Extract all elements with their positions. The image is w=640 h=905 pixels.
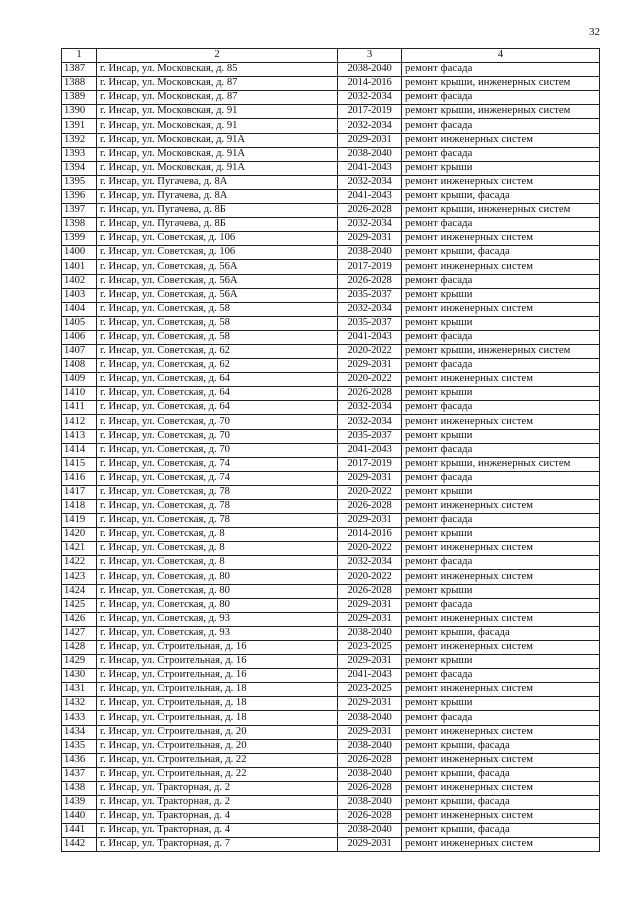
cell-repair-type: ремонт крыши, фасада <box>402 824 600 838</box>
cell-row-number: 1394 <box>62 161 97 175</box>
cell-address: г. Инсар, ул. Советская, д. 106 <box>97 246 338 260</box>
cell-address: г. Инсар, ул. Тракторная, д. 2 <box>97 795 338 809</box>
cell-row-number: 1410 <box>62 387 97 401</box>
table-row <box>62 640 600 654</box>
cell-row-number: 1406 <box>62 330 97 344</box>
table-row <box>62 824 600 838</box>
cell-repair-type: ремонт фасада <box>402 147 600 161</box>
cell-period: 2038-2040 <box>338 824 402 838</box>
cell-period: 2014-2016 <box>338 77 402 91</box>
table-body <box>62 63 600 852</box>
cell-row-number: 1408 <box>62 359 97 373</box>
cell-repair-type: ремонт инженерных систем <box>402 542 600 556</box>
cell-repair-type: ремонт инженерных систем <box>402 725 600 739</box>
table-row <box>62 697 600 711</box>
cell-period: 2023-2025 <box>338 640 402 654</box>
cell-repair-type: ремонт инженерных систем <box>402 175 600 189</box>
table-row <box>62 246 600 260</box>
cell-repair-type: ремонт фасада <box>402 330 600 344</box>
column-header-1: 1 <box>62 49 97 63</box>
cell-period: 2029-2031 <box>338 612 402 626</box>
cell-period: 2038-2040 <box>338 767 402 781</box>
cell-repair-type: ремонт фасада <box>402 598 600 612</box>
cell-row-number: 1431 <box>62 683 97 697</box>
cell-address: г. Инсар, ул. Советская, д. 64 <box>97 401 338 415</box>
table-row <box>62 63 600 77</box>
cell-row-number: 1419 <box>62 514 97 528</box>
cell-repair-type: ремонт инженерных систем <box>402 838 600 852</box>
cell-repair-type: ремонт крыши, инженерных систем <box>402 457 600 471</box>
cell-row-number: 1434 <box>62 725 97 739</box>
table-row <box>62 387 600 401</box>
cell-row-number: 1392 <box>62 133 97 147</box>
cell-row-number: 1414 <box>62 443 97 457</box>
cell-address: г. Инсар, ул. Строительная, д. 18 <box>97 711 338 725</box>
cell-repair-type: ремонт фасада <box>402 218 600 232</box>
cell-row-number: 1388 <box>62 77 97 91</box>
cell-period: 2017-2019 <box>338 105 402 119</box>
cell-repair-type: ремонт крыши, инженерных систем <box>402 105 600 119</box>
cell-row-number: 1399 <box>62 232 97 246</box>
table-row <box>62 401 600 415</box>
cell-repair-type: ремонт инженерных систем <box>402 640 600 654</box>
table-row <box>62 683 600 697</box>
cell-row-number: 1436 <box>62 753 97 767</box>
table-row <box>62 147 600 161</box>
table-row <box>62 119 600 133</box>
table-row <box>62 359 600 373</box>
cell-address: г. Инсар, ул. Строительная, д. 16 <box>97 669 338 683</box>
table-row <box>62 274 600 288</box>
cell-period: 2029-2031 <box>338 655 402 669</box>
cell-row-number: 1441 <box>62 824 97 838</box>
cell-row-number: 1430 <box>62 669 97 683</box>
repair-schedule-table <box>61 48 600 852</box>
table-row <box>62 91 600 105</box>
cell-address: г. Инсар, ул. Советская, д. 70 <box>97 429 338 443</box>
cell-address: г. Инсар, ул. Советская, д. 8 <box>97 542 338 556</box>
cell-address: г. Инсар, ул. Советская, д. 80 <box>97 598 338 612</box>
table-row <box>62 415 600 429</box>
cell-period: 2038-2040 <box>338 626 402 640</box>
cell-period: 2029-2031 <box>338 232 402 246</box>
cell-address: г. Инсар, ул. Советская, д. 56А <box>97 288 338 302</box>
cell-address: г. Инсар, ул. Строительная, д. 16 <box>97 655 338 669</box>
cell-repair-type: ремонт инженерных систем <box>402 260 600 274</box>
cell-address: г. Инсар, ул. Тракторная, д. 4 <box>97 824 338 838</box>
cell-row-number: 1438 <box>62 781 97 795</box>
cell-repair-type: ремонт инженерных систем <box>402 373 600 387</box>
cell-address: г. Инсар, ул. Строительная, д. 16 <box>97 640 338 654</box>
cell-row-number: 1426 <box>62 612 97 626</box>
cell-period: 2029-2031 <box>338 514 402 528</box>
cell-period: 2038-2040 <box>338 795 402 809</box>
table-row <box>62 655 600 669</box>
table-row <box>62 781 600 795</box>
cell-row-number: 1412 <box>62 415 97 429</box>
table-row <box>62 457 600 471</box>
cell-address: г. Инсар, ул. Советская, д. 78 <box>97 500 338 514</box>
table-row <box>62 316 600 330</box>
cell-repair-type: ремонт фасада <box>402 274 600 288</box>
cell-repair-type: ремонт инженерных систем <box>402 415 600 429</box>
cell-period: 2020-2022 <box>338 344 402 358</box>
cell-repair-type: ремонт фасада <box>402 63 600 77</box>
cell-row-number: 1427 <box>62 626 97 640</box>
cell-repair-type: ремонт крыши, фасада <box>402 767 600 781</box>
table-row <box>62 288 600 302</box>
cell-period: 2029-2031 <box>338 359 402 373</box>
cell-row-number: 1440 <box>62 810 97 824</box>
cell-period: 2035-2037 <box>338 288 402 302</box>
table-row <box>62 542 600 556</box>
cell-address: г. Инсар, ул. Советская, д. 58 <box>97 302 338 316</box>
cell-address: г. Инсар, ул. Московская, д. 91А <box>97 161 338 175</box>
cell-repair-type: ремонт инженерных систем <box>402 133 600 147</box>
cell-period: 2038-2040 <box>338 739 402 753</box>
cell-row-number: 1423 <box>62 570 97 584</box>
cell-repair-type: ремонт крыши <box>402 655 600 669</box>
cell-address: г. Инсар, ул. Советская, д. 64 <box>97 373 338 387</box>
cell-address: г. Инсар, ул. Тракторная, д. 4 <box>97 810 338 824</box>
cell-address: г. Инсар, ул. Пугачева, д. 8А <box>97 175 338 189</box>
cell-row-number: 1403 <box>62 288 97 302</box>
cell-row-number: 1425 <box>62 598 97 612</box>
cell-repair-type: ремонт крыши, фасада <box>402 189 600 203</box>
column-header-3: 3 <box>338 49 402 63</box>
cell-row-number: 1416 <box>62 471 97 485</box>
cell-repair-type: ремонт крыши <box>402 161 600 175</box>
cell-repair-type: ремонт фасада <box>402 119 600 133</box>
table-row <box>62 330 600 344</box>
cell-address: г. Инсар, ул. Строительная, д. 20 <box>97 739 338 753</box>
table-row <box>62 598 600 612</box>
cell-period: 2023-2025 <box>338 683 402 697</box>
cell-repair-type: ремонт крыши <box>402 316 600 330</box>
cell-repair-type: ремонт инженерных систем <box>402 683 600 697</box>
cell-address: г. Инсар, ул. Советская, д. 58 <box>97 316 338 330</box>
cell-address: г. Инсар, ул. Советская, д. 64 <box>97 387 338 401</box>
cell-repair-type: ремонт крыши, фасада <box>402 246 600 260</box>
cell-row-number: 1407 <box>62 344 97 358</box>
cell-period: 2020-2022 <box>338 485 402 499</box>
cell-row-number: 1424 <box>62 584 97 598</box>
cell-repair-type: ремонт инженерных систем <box>402 781 600 795</box>
cell-row-number: 1402 <box>62 274 97 288</box>
table-row <box>62 626 600 640</box>
cell-address: г. Инсар, ул. Советская, д. 80 <box>97 584 338 598</box>
table-row <box>62 753 600 767</box>
cell-period: 2029-2031 <box>338 697 402 711</box>
cell-period: 2026-2028 <box>338 500 402 514</box>
cell-address: г. Инсар, ул. Советская, д. 78 <box>97 514 338 528</box>
cell-repair-type: ремонт крыши <box>402 429 600 443</box>
cell-repair-type: ремонт инженерных систем <box>402 570 600 584</box>
cell-repair-type: ремонт фасада <box>402 401 600 415</box>
cell-row-number: 1415 <box>62 457 97 471</box>
cell-repair-type: ремонт крыши, инженерных систем <box>402 77 600 91</box>
cell-row-number: 1387 <box>62 63 97 77</box>
cell-address: г. Инсар, ул. Советская, д. 70 <box>97 415 338 429</box>
cell-period: 2041-2043 <box>338 189 402 203</box>
cell-address: г. Инсар, ул. Советская, д. 93 <box>97 612 338 626</box>
table-row <box>62 528 600 542</box>
cell-period: 2029-2031 <box>338 838 402 852</box>
cell-repair-type: ремонт крыши <box>402 288 600 302</box>
table-row <box>62 105 600 119</box>
cell-period: 2041-2043 <box>338 443 402 457</box>
cell-period: 2041-2043 <box>338 330 402 344</box>
cell-period: 2020-2022 <box>338 542 402 556</box>
cell-row-number: 1432 <box>62 697 97 711</box>
cell-period: 2032-2034 <box>338 556 402 570</box>
table-row <box>62 669 600 683</box>
cell-period: 2020-2022 <box>338 373 402 387</box>
cell-period: 2014-2016 <box>338 528 402 542</box>
cell-repair-type: ремонт крыши, инженерных систем <box>402 344 600 358</box>
cell-period: 2017-2019 <box>338 260 402 274</box>
cell-address: г. Инсар, ул. Советская, д. 8 <box>97 556 338 570</box>
cell-address: г. Инсар, ул. Советская, д. 74 <box>97 471 338 485</box>
page-number: 32 <box>589 26 600 38</box>
cell-repair-type: ремонт фасада <box>402 443 600 457</box>
table-row <box>62 795 600 809</box>
cell-address: г. Инсар, ул. Советская, д. 93 <box>97 626 338 640</box>
cell-address: г. Инсар, ул. Пугачева, д. 8А <box>97 189 338 203</box>
cell-row-number: 1397 <box>62 204 97 218</box>
cell-row-number: 1401 <box>62 260 97 274</box>
cell-repair-type: ремонт инженерных систем <box>402 302 600 316</box>
cell-address: г. Инсар, ул. Московская, д. 87 <box>97 77 338 91</box>
cell-row-number: 1411 <box>62 401 97 415</box>
cell-repair-type: ремонт инженерных систем <box>402 753 600 767</box>
cell-row-number: 1421 <box>62 542 97 556</box>
cell-address: г. Инсар, ул. Советская, д. 56А <box>97 260 338 274</box>
cell-row-number: 1417 <box>62 485 97 499</box>
cell-row-number: 1420 <box>62 528 97 542</box>
cell-row-number: 1400 <box>62 246 97 260</box>
cell-period: 2041-2043 <box>338 161 402 175</box>
cell-period: 2032-2034 <box>338 302 402 316</box>
table-row <box>62 556 600 570</box>
cell-period: 2026-2028 <box>338 753 402 767</box>
cell-row-number: 1398 <box>62 218 97 232</box>
cell-period: 2029-2031 <box>338 133 402 147</box>
table-row <box>62 612 600 626</box>
cell-repair-type: ремонт фасада <box>402 711 600 725</box>
cell-repair-type: ремонт крыши <box>402 485 600 499</box>
cell-address: г. Инсар, ул. Московская, д. 91А <box>97 147 338 161</box>
cell-period: 2029-2031 <box>338 598 402 612</box>
cell-repair-type: ремонт крыши, инженерных систем <box>402 204 600 218</box>
cell-period: 2026-2028 <box>338 204 402 218</box>
cell-period: 2041-2043 <box>338 669 402 683</box>
table-row <box>62 204 600 218</box>
table-row <box>62 77 600 91</box>
cell-repair-type: ремонт инженерных систем <box>402 232 600 246</box>
table-row <box>62 767 600 781</box>
table-row <box>62 570 600 584</box>
cell-address: г. Инсар, ул. Советская, д. 70 <box>97 443 338 457</box>
table-row <box>62 175 600 189</box>
cell-repair-type: ремонт фасада <box>402 91 600 105</box>
cell-address: г. Инсар, ул. Пугачева, д. 8Б <box>97 218 338 232</box>
table-row <box>62 344 600 358</box>
cell-row-number: 1433 <box>62 711 97 725</box>
cell-address: г. Инсар, ул. Советская, д. 62 <box>97 344 338 358</box>
cell-row-number: 1395 <box>62 175 97 189</box>
cell-address: г. Инсар, ул. Советская, д. 80 <box>97 570 338 584</box>
cell-period: 2038-2040 <box>338 147 402 161</box>
cell-period: 2038-2040 <box>338 246 402 260</box>
cell-period: 2017-2019 <box>338 457 402 471</box>
table-row <box>62 260 600 274</box>
cell-address: г. Инсар, ул. Советская, д. 106 <box>97 232 338 246</box>
cell-address: г. Инсар, ул. Советская, д. 58 <box>97 330 338 344</box>
cell-repair-type: ремонт крыши, фасада <box>402 795 600 809</box>
cell-period: 2032-2034 <box>338 119 402 133</box>
table-row <box>62 500 600 514</box>
table-row <box>62 218 600 232</box>
cell-address: г. Инсар, ул. Московская, д. 87 <box>97 91 338 105</box>
cell-period: 2032-2034 <box>338 415 402 429</box>
table-row <box>62 810 600 824</box>
cell-period: 2032-2034 <box>338 175 402 189</box>
table-row <box>62 133 600 147</box>
cell-row-number: 1418 <box>62 500 97 514</box>
table-row <box>62 471 600 485</box>
table-header-row <box>62 49 600 63</box>
cell-repair-type: ремонт крыши <box>402 697 600 711</box>
cell-row-number: 1413 <box>62 429 97 443</box>
cell-address: г. Инсар, ул. Московская, д. 91 <box>97 105 338 119</box>
cell-repair-type: ремонт фасада <box>402 514 600 528</box>
cell-address: г. Инсар, ул. Московская, д. 85 <box>97 63 338 77</box>
cell-period: 2029-2031 <box>338 471 402 485</box>
cell-period: 2026-2028 <box>338 387 402 401</box>
cell-row-number: 1428 <box>62 640 97 654</box>
table-row <box>62 514 600 528</box>
cell-address: г. Инсар, ул. Строительная, д. 18 <box>97 683 338 697</box>
cell-repair-type: ремонт инженерных систем <box>402 810 600 824</box>
cell-period: 2020-2022 <box>338 570 402 584</box>
cell-period: 2038-2040 <box>338 63 402 77</box>
cell-period: 2032-2034 <box>338 401 402 415</box>
cell-repair-type: ремонт фасада <box>402 669 600 683</box>
cell-row-number: 1393 <box>62 147 97 161</box>
cell-address: г. Инсар, ул. Тракторная, д. 2 <box>97 781 338 795</box>
cell-period: 2026-2028 <box>338 274 402 288</box>
table-row <box>62 739 600 753</box>
cell-repair-type: ремонт фасада <box>402 556 600 570</box>
cell-row-number: 1429 <box>62 655 97 669</box>
cell-address: г. Инсар, ул. Московская, д. 91А <box>97 133 338 147</box>
table-row <box>62 443 600 457</box>
cell-period: 2026-2028 <box>338 584 402 598</box>
table-row <box>62 373 600 387</box>
cell-repair-type: ремонт инженерных систем <box>402 500 600 514</box>
cell-row-number: 1442 <box>62 838 97 852</box>
cell-repair-type: ремонт крыши, фасада <box>402 626 600 640</box>
cell-period: 2035-2037 <box>338 316 402 330</box>
cell-period: 2035-2037 <box>338 429 402 443</box>
cell-address: г. Инсар, ул. Советская, д. 62 <box>97 359 338 373</box>
cell-row-number: 1391 <box>62 119 97 133</box>
cell-repair-type: ремонт крыши <box>402 387 600 401</box>
cell-row-number: 1437 <box>62 767 97 781</box>
cell-row-number: 1390 <box>62 105 97 119</box>
table-row <box>62 161 600 175</box>
cell-repair-type: ремонт фасада <box>402 471 600 485</box>
cell-address: г. Инсар, ул. Советская, д. 8 <box>97 528 338 542</box>
cell-address: г. Инсар, ул. Строительная, д. 20 <box>97 725 338 739</box>
cell-row-number: 1435 <box>62 739 97 753</box>
cell-row-number: 1389 <box>62 91 97 105</box>
cell-address: г. Инсар, ул. Советская, д. 78 <box>97 485 338 499</box>
cell-row-number: 1422 <box>62 556 97 570</box>
cell-row-number: 1405 <box>62 316 97 330</box>
cell-period: 2026-2028 <box>338 781 402 795</box>
table-row <box>62 189 600 203</box>
cell-period: 2038-2040 <box>338 711 402 725</box>
table-row <box>62 584 600 598</box>
cell-address: г. Инсар, ул. Пугачева, д. 8Б <box>97 204 338 218</box>
cell-period: 2032-2034 <box>338 91 402 105</box>
table-row <box>62 838 600 852</box>
table-row <box>62 711 600 725</box>
cell-period: 2032-2034 <box>338 218 402 232</box>
cell-row-number: 1439 <box>62 795 97 809</box>
cell-repair-type: ремонт инженерных систем <box>402 612 600 626</box>
cell-repair-type: ремонт крыши <box>402 584 600 598</box>
cell-address: г. Инсар, ул. Тракторная, д. 7 <box>97 838 338 852</box>
cell-row-number: 1409 <box>62 373 97 387</box>
cell-address: г. Инсар, ул. Строительная, д. 18 <box>97 697 338 711</box>
cell-address: г. Инсар, ул. Советская, д. 56А <box>97 274 338 288</box>
cell-repair-type: ремонт крыши <box>402 528 600 542</box>
cell-address: г. Инсар, ул. Советская, д. 74 <box>97 457 338 471</box>
cell-period: 2026-2028 <box>338 810 402 824</box>
cell-address: г. Инсар, ул. Строительная, д. 22 <box>97 767 338 781</box>
table-row <box>62 302 600 316</box>
cell-row-number: 1396 <box>62 189 97 203</box>
cell-repair-type: ремонт фасада <box>402 359 600 373</box>
column-header-4: 4 <box>402 49 600 63</box>
cell-address: г. Инсар, ул. Московская, д. 91 <box>97 119 338 133</box>
table-row <box>62 725 600 739</box>
table-row <box>62 429 600 443</box>
column-header-2: 2 <box>97 49 338 63</box>
cell-address: г. Инсар, ул. Строительная, д. 22 <box>97 753 338 767</box>
table-row <box>62 485 600 499</box>
cell-repair-type: ремонт крыши, фасада <box>402 739 600 753</box>
cell-period: 2029-2031 <box>338 725 402 739</box>
cell-row-number: 1404 <box>62 302 97 316</box>
table-row <box>62 232 600 246</box>
